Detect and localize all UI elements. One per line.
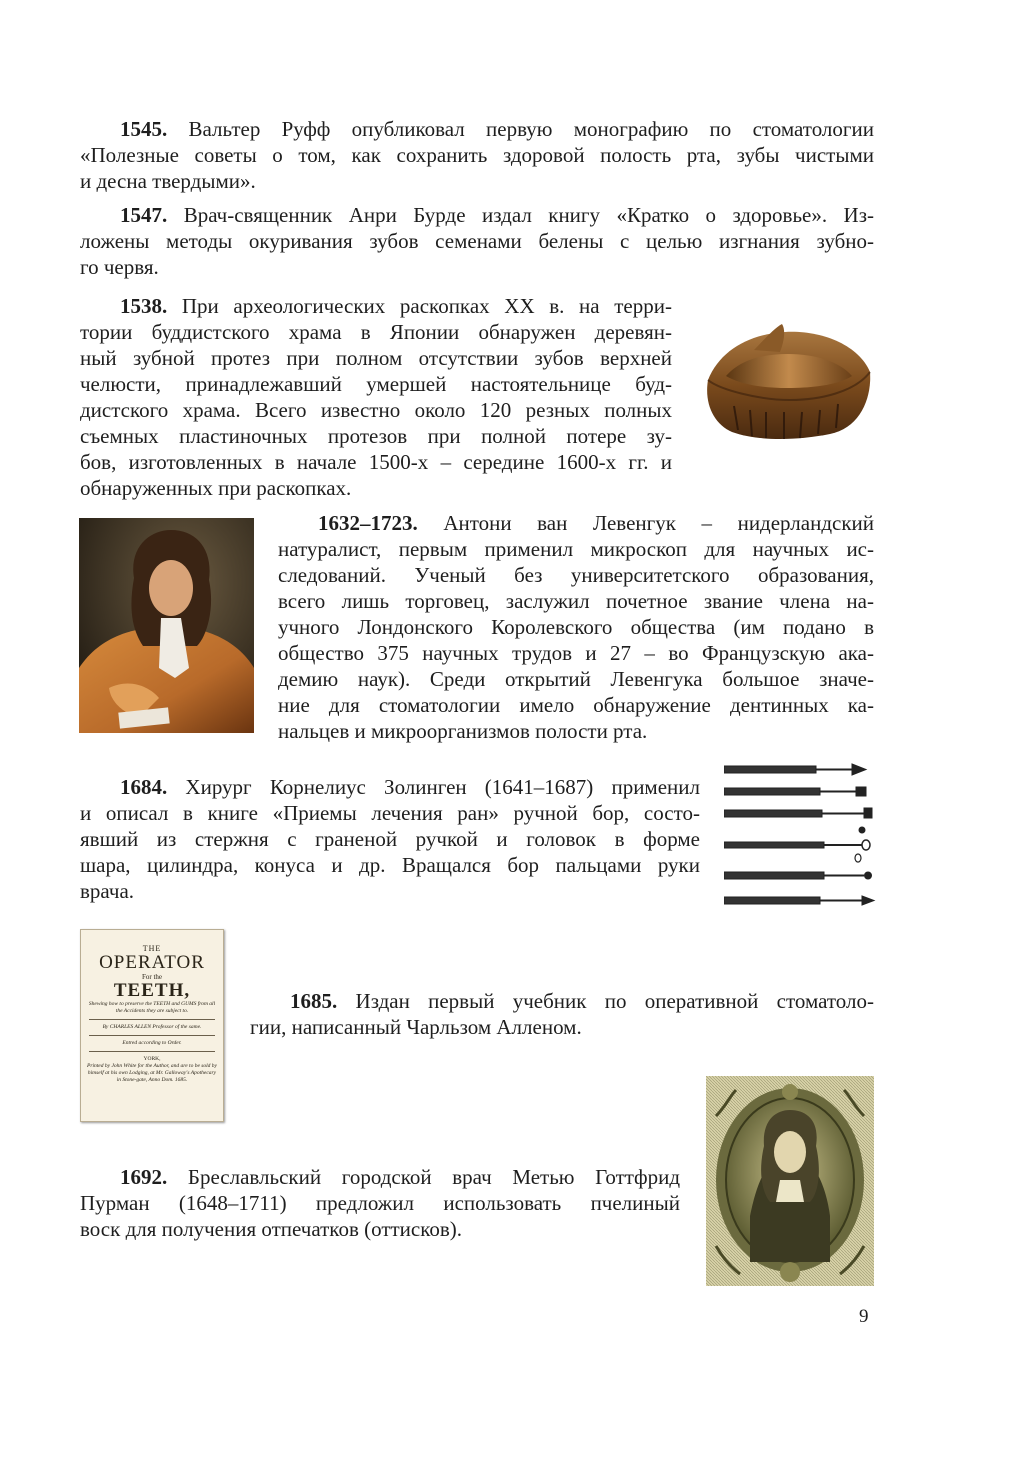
page-number: 9 xyxy=(859,1306,869,1327)
entry-line: «Полезные советы о том, как сохранить здоровой полость рта, зубы чистыми xyxy=(80,143,874,167)
entry-line: врача. xyxy=(80,879,135,903)
title-rule xyxy=(89,1035,215,1036)
entry-line: Пурман (1648–1711) предложил использовать пчелиный xyxy=(80,1191,680,1215)
wooden-denture-image xyxy=(700,320,876,446)
entry-line: 1545. Вальтер Руфф опубликовал первую монографию по стоматологии xyxy=(120,117,875,141)
title-author: By CHARLES ALLEN Professor of the same. xyxy=(102,1024,202,1030)
title-for-the: For the xyxy=(141,973,163,981)
entry-line: тории буддистского храма в Японии обнаружен деревян- xyxy=(80,320,672,344)
entry-year: 1632–1723. xyxy=(318,511,418,535)
entry-year: 1684. xyxy=(120,775,168,799)
entry-line: дистского храма. Всего известно около 120 резных полных xyxy=(80,398,672,422)
entry-1632 xyxy=(278,510,874,744)
entry-year: 1547. xyxy=(120,203,168,227)
entry-line: натуралист, первым применил микроскоп для научных ис- xyxy=(278,537,874,561)
title-rule xyxy=(89,1051,215,1052)
entry-line: 1692. Бреславльский городской врач Метью Готтфрид xyxy=(120,1165,681,1189)
entry-year: 1685. xyxy=(290,989,338,1013)
purmann-engraving-portrait-image xyxy=(706,1076,874,1286)
entry-line: демию наук). Среди открытий Левенгука большое значе- xyxy=(278,667,874,691)
entry-1538 xyxy=(80,293,672,501)
entry-line: всего лишь торговец, заслужил почетное звание члена на- xyxy=(278,589,874,613)
bur-2 xyxy=(724,787,866,796)
entry-line: общество 375 научных трудов и 27 – во Французскую ака- xyxy=(278,641,874,665)
entry-line: ние для стоматологии имело обнаружение дентинных ка- xyxy=(278,693,874,717)
entry-1685 xyxy=(250,988,874,1040)
entry-line: гии, написанный Чарльзом Алленом. xyxy=(250,1015,582,1039)
entry-line: бов, изготовленных в начале 1500-х – середине 1600-х гг. и xyxy=(80,450,672,474)
entry-line: учного Лондонского Королевского общества (им подано в xyxy=(278,615,874,639)
entry-line: и десна твердыми». xyxy=(80,169,256,193)
bur-4 xyxy=(724,840,870,850)
entry-line: го червя. xyxy=(80,255,159,279)
entry-line: 1685. Издан первый учебник по оперативной стоматоло- xyxy=(290,989,875,1013)
entry-line: 1684. Хирург Корнелиус Золинген (1641–1687) применил xyxy=(120,775,700,799)
entry-line: обнаруженных при раскопках. xyxy=(80,476,352,500)
entry-line: 1538. При археологических раскопках XX в. на терри- xyxy=(120,294,672,318)
bur-3 xyxy=(724,808,872,818)
entry-line: челюсти, принадлежавший умершей настоятельнице буд- xyxy=(80,372,672,396)
entry-1547 xyxy=(80,202,874,280)
title-teeth: TEETH, xyxy=(113,980,191,1001)
entry-1684 xyxy=(80,774,700,904)
title-entered: Entred according to Order. xyxy=(122,1040,182,1046)
entry-line: и описал в книге «Приемы лечения ран» ручной бор, состо- xyxy=(80,801,700,825)
entry-1545 xyxy=(80,116,874,194)
entry-line: съемных пластиночных протезов при полной потере зу- xyxy=(80,424,672,448)
entry-line: явший из стержня с граненой ручкой и головок в форме xyxy=(80,827,700,851)
entry-line: ложены методы окуривания зубов семенами белены с целью изгнания зубно- xyxy=(80,229,874,253)
bur-5 xyxy=(724,872,872,879)
title-imprint: Printed by John White for the Author, and are to be sold by himself at his own Lodging, at Mr. Galloway's Apothecary in Stone-gate, Anno Dom. 1685. xyxy=(87,1063,217,1083)
entry-line: следований. Ученый без университетского образования, xyxy=(278,563,874,587)
entry-line: ный зубной протез при полном отсутствии зубов верхней xyxy=(80,346,672,370)
entry-line: шара, цилиндра, конуса и др. Вращался бор пальцами руки xyxy=(80,853,700,877)
title-operator: OPERATOR xyxy=(99,952,205,973)
entry-line: 1547. Врач-священник Анри Бурде издал книгу «Кратко о здоровье». Из- xyxy=(120,203,874,227)
leeuwenhoek-portrait-image xyxy=(79,518,254,733)
title-imprint-city: YORK, xyxy=(143,1056,161,1062)
entry-year: 1545. xyxy=(120,117,168,141)
entry-year: 1692. xyxy=(120,1165,168,1189)
bur-1 xyxy=(724,764,866,775)
entry-year: 1538. xyxy=(120,294,168,318)
bur-6 xyxy=(724,896,874,905)
hand-burs-image xyxy=(724,758,876,912)
operator-for-the-teeth-title-page-image xyxy=(80,929,224,1122)
entry-line: воск для получения отпечатков (оттисков). xyxy=(80,1217,463,1241)
entry-line: 1632–1723. Антони ван Левенгук – нидерландский xyxy=(318,511,875,535)
title-subtitle: Shewing how to preserve the TEETH and GUMS from all the Accidents they are subject to. xyxy=(88,1001,216,1014)
entry-line: нальцев и микроорганизмов полости рта. xyxy=(278,719,648,743)
entry-1692 xyxy=(80,1164,680,1242)
title-rule xyxy=(89,1019,215,1020)
title-the: THE xyxy=(142,944,162,953)
